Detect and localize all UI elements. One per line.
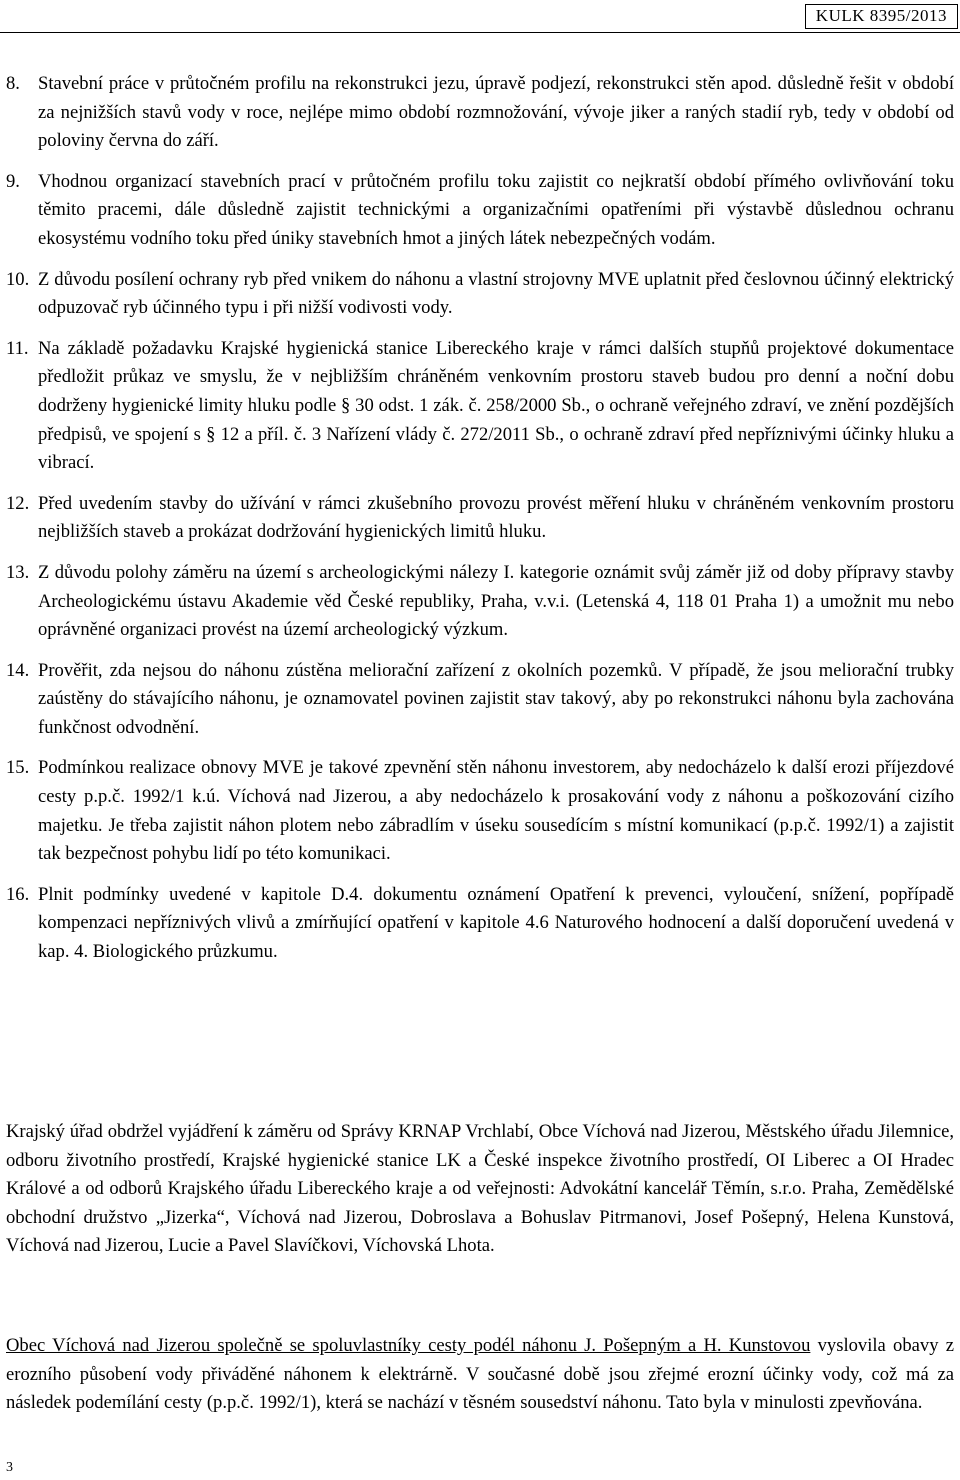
objection-text: vyslovila obavy z erozního působení vody přiváděné náhonem k elektrárně. V současné době jsou zřejmé erozní účinky vody, což má za následek podemílání cesty (p.p.č. 1992/1), která se nachází v těsném sousedství náhonu. Tato byla v minulosti zpevňována. (6, 1335, 954, 1414)
item-text: Z důvodu polohy záměru na území s archeologickými nálezy I. kategorie oznámit svůj záměr již od doby přípravy stavby Archeologickému ústavu Akademie věd České republiky, Praha, v.v.i. (Letenská 4, 118 01 Praha 1) a umožnit mu nebo oprávněné organizaci provést na území archeologický výzkum. (38, 561, 954, 641)
header-rule (0, 32, 960, 33)
item-text: Plnit podmínky uvedené v kapitole D.4. dokumentu oznámení Opatření k prevenci, vyloučení, snížení, popřípadě kompenzaci nepříznivých vlivů a zmírňující opatření v kapitole 4.6 Naturového hodnocení a další doporučení uvedená v kap. 4. Biologického průzkumu. (38, 883, 954, 963)
item-text: Prověřit, zda nejsou do náhonu zústěna meliorační zařízení z okolních pozemků. V případě, že jsou meliorační trubky zaústěny do stávajícího náhonu, je oznamovatel povinen zajistit stav takový, aby po rekonstrukci náhonu byla zachována funkčnost odvodnění. (38, 659, 954, 738)
condition-item-15 (6, 754, 954, 868)
municipality-objection-paragraph (6, 1332, 954, 1418)
page-number: 3 (6, 1460, 13, 1475)
item-text: Před uvedením stavby do užívání v rámci zkušebního provozu provést měření hluku v chráněném venkovním prostoru nejbližších staveb a prokázat dodržování hygienických limitů hluku. (38, 492, 954, 543)
item-number: 13. (6, 561, 30, 583)
condition-item-16 (6, 881, 954, 967)
item-number: 12. (6, 492, 30, 514)
item-number: 9. (6, 170, 20, 192)
item-text: Podmínkou realizace obnovy MVE je takové zpevnění stěn náhonu investorem, aby nedocházelo k další erozi příjezdové cesty p.p.č. 1992/1 k.ú. Víchová nad Jizerou, a aby nedocházelo k prosakování vody z náhonu a poškozování cizího majetku. Je třeba zajistit náhon plotem nebo zábradlím v úseku sousedícím s místní komunikací (p.p.č. 1992/1) a zajistit tak bezpečnost pohybu lidí po této komunikaci. (38, 757, 954, 865)
condition-item-13 (6, 559, 954, 645)
item-number: 8. (6, 73, 20, 94)
condition-item-8 (6, 70, 954, 156)
item-number: 16. (6, 883, 30, 905)
condition-item-14 (6, 657, 954, 743)
condition-item-10 (6, 266, 954, 323)
item-text: Na základě požadavku Krajské hygienická stanice Libereckého kraje v rámci dalších stupňů projektové dokumentace předložit průkaz ve smyslu, že v nejbližším chráněném venkovním prostoru staveb budou pro denní a noční dobu dodrženy hygienické limity hluku podle § 30 odst. 1 zák. č. 258/2000 Sb., o ochraně veřejného zdraví, ve znění pozdějších předpisů, ve spojení s § 12 a příl. č. 3 Nařízení vlády č. 272/2011 Sb., o ochraně zdraví před nepříznivými účinky hluku a vibrací. (38, 337, 954, 474)
underlined-parties: Obec Víchová nad Jizerou společně se spoluvlastníky cesty podél náhonu J. Pošepným a H. Kunstovou (6, 1335, 811, 1356)
item-number: 10. (6, 268, 30, 290)
item-text: Stavební práce v průtočném profilu na rekonstrukci jezu, úpravě podjezí, rekonstrukci stěn apod. důsledně řešit v období za nejnižších stavů vody v roce, nejlépe mimo období rozmnožování, vývoje jiker a raných stadií ryb, tedy v období od poloviny června do září. (38, 73, 954, 152)
condition-item-12 (6, 490, 954, 547)
document-reference: KULK 8395/2013 (805, 4, 958, 29)
item-number: 15. (6, 757, 30, 779)
item-number: 11. (6, 337, 29, 359)
item-number: 14. (6, 659, 30, 681)
item-text: Z důvodu posílení ochrany ryb před vnikem do náhonu a vlastní strojovny MVE uplatnit před česlovnou účinný elektrický odpuzovač ryb účinného typu i při nižší vodivosti vody. (38, 268, 954, 319)
conditions-list (6, 70, 954, 979)
condition-item-11 (6, 335, 954, 478)
statements-paragraph: Krajský úřad obdržel vyjádření k záměru od Správy KRNAP Vrchlabí, Obce Víchová nad Jizerou, Městského úřadu Jilemnice, odboru životního prostředí, Krajské hygienické stanice LK a České inspekce životního prostředí, OI Liberec a OI Hradec Králové a od odborů Krajského úřadu Libereckého kraje a od veřejnosti: Advokátní kancelář Těmín, s.r.o. Praha, Zemědělské obchodní družstvo „Jizerka“, Víchová nad Jizerou, Dobroslava a Bohuslav Pitrmanovi, Josef Pošepný, Helena Kunstová, Víchová nad Jizerou, Lucie a Pavel Slavíčkovi, Víchovská Lhota. (6, 1121, 954, 1257)
item-text: Vhodnou organizací stavebních prací v průtočném profilu toku zajistit co nejkratší období přímého ovlivňování toku těmito pracemi, dále důsledně zajistit technickými a organizačními opatřeními při výstavbě důslednou ochranu ekosystému vodního toku před úniky stavebních hmot a jiných látek nebezpečných vodám. (38, 170, 954, 249)
condition-item-9 (6, 168, 954, 254)
